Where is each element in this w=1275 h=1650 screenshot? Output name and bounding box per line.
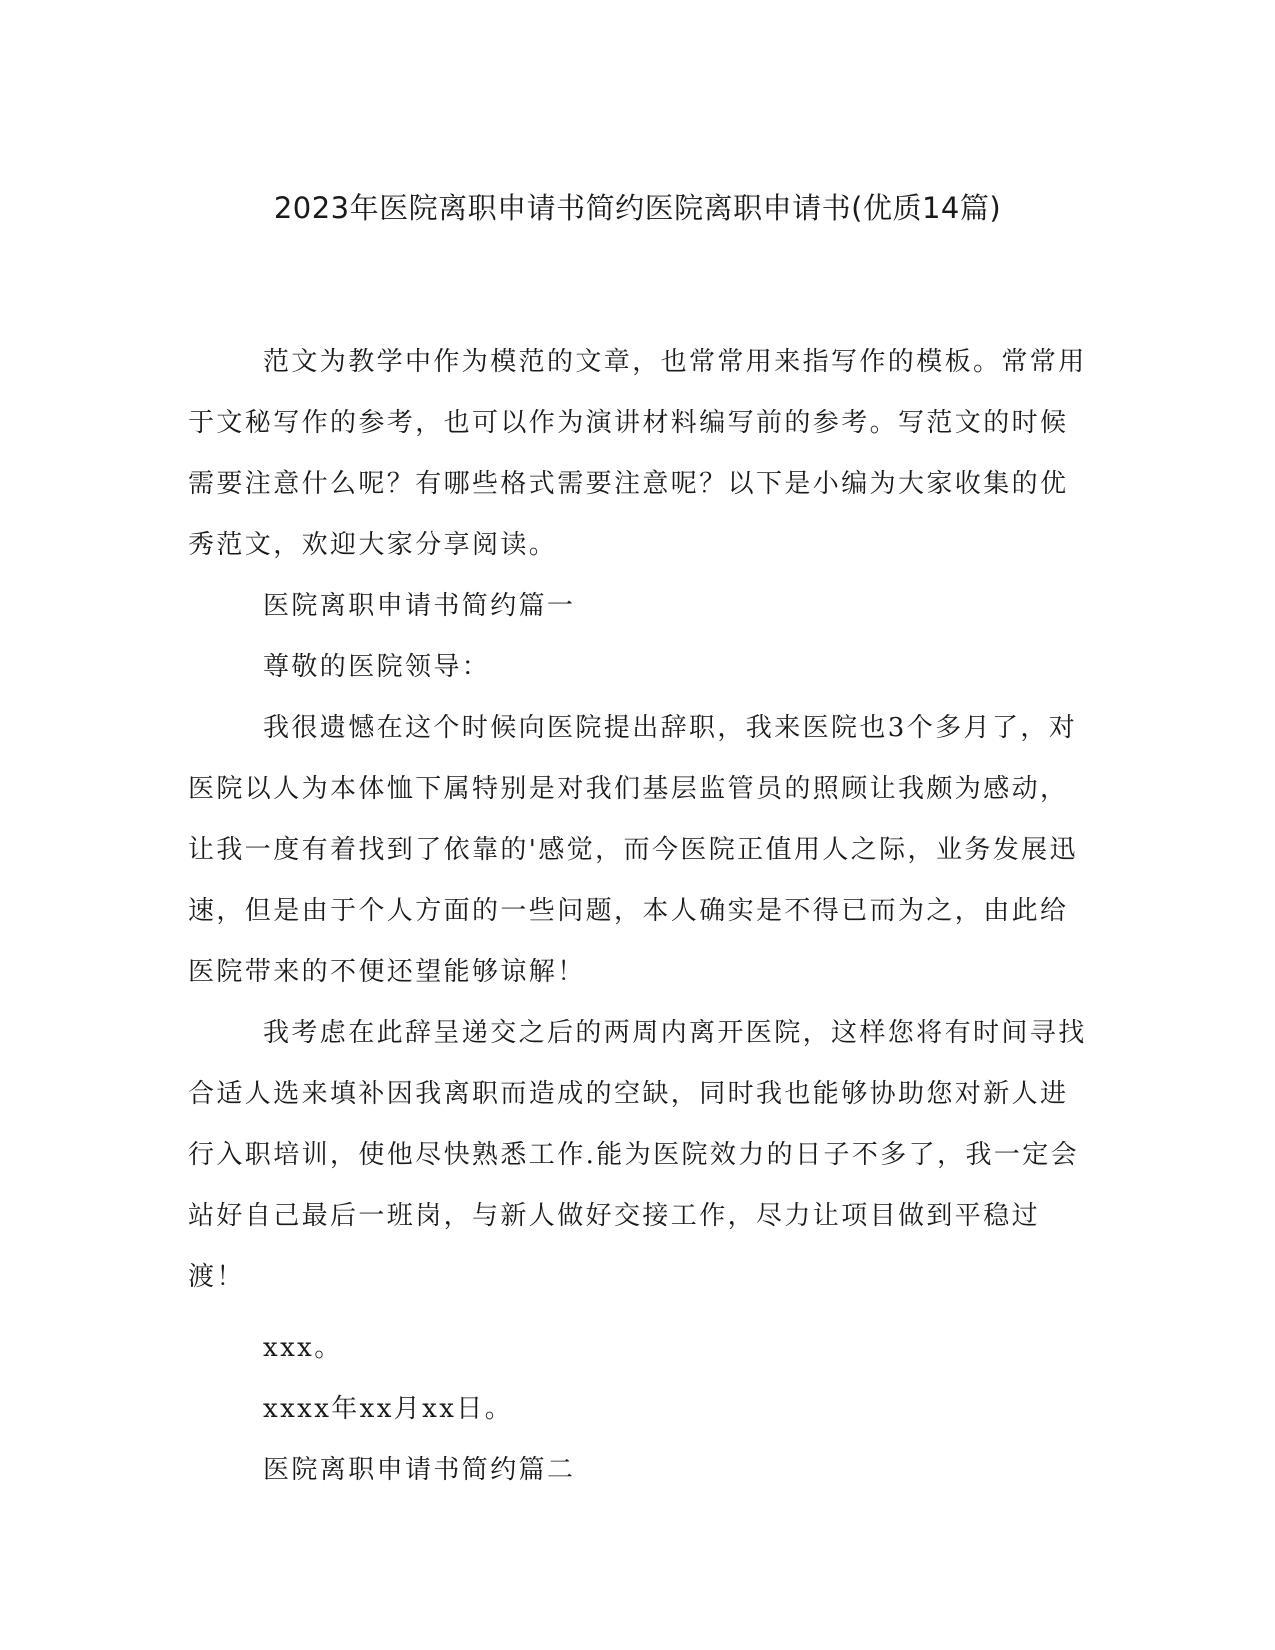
section-heading-1: 医院离职申请书简约篇一: [263, 591, 576, 621]
salutation: 尊敬的医院领导：: [263, 652, 491, 682]
section-heading-2: 医院离职申请书简约篇二: [263, 1455, 576, 1485]
body-paragraph-2: 我考虑在此辞呈递交之后的两周内离开医院，这样您将有时间寻找合适人选来填补因我离职而造成的空缺，同时我也能够协助您对新人进行入职培训，使他尽快熟悉工作.能为医院效力的日子不多了，我一定会站好自己最后一班岗，与新人做好交接工作，尽力让项目做到平稳过渡！: [188, 1018, 1087, 1292]
document-title: 2023年医院离职申请书简约医院离职申请书(优质14篇): [273, 191, 1002, 225]
signature-date: xxxx年xx月xx日。: [263, 1394, 514, 1424]
signature-name: xxx。: [263, 1333, 343, 1363]
document-body: [188, 332, 1088, 1501]
intro-paragraph: 范文为教学中作为模范的文章，也常常用来指写作的模板。常常用于文秘写作的参考，也可以作为演讲材料编写前的参考。写范文的时候需要注意什么呢？有哪些格式需要注意呢？以下是小编为大家收集的优秀范文，欢迎大家分享阅读。: [188, 347, 1087, 560]
body-paragraph-1: 我很遗憾在这个时候向医院提出辞职，我来医院也3个多月了，对医院以人为本体恤下属特别是对我们基层监管员的照顾让我颇为感动，让我一度有着找到了依靠的'感觉，而今医院正值用人之际，业务发展迅速，但是由于个人方面的一些问题，本人确实是不得已而为之，由此给医院带来的不便还望能够谅解！: [188, 713, 1078, 987]
